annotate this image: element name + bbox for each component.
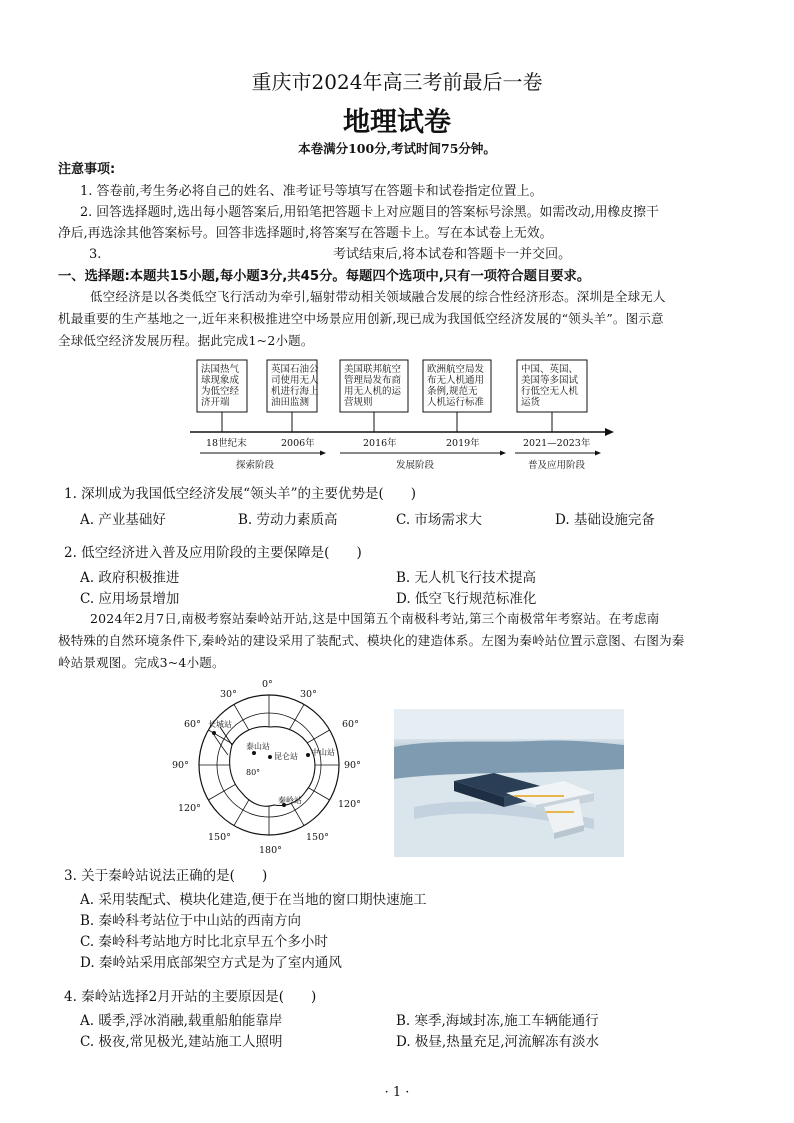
stage-2: 发展阶段 xyxy=(396,460,435,471)
q3-option-b[interactable]: B. 秦岭科考站位于中山站的西南方向 xyxy=(80,913,302,929)
lon-label-30w: 30° xyxy=(220,689,237,700)
station-label-taishan: 泰山站 xyxy=(246,742,270,751)
year-2: 2006年 xyxy=(281,438,315,449)
lon-label-0: 0° xyxy=(262,679,273,690)
exam-meta: 本卷满分100分,考试时间75分钟。 xyxy=(298,141,496,156)
lon-label-120w: 120° xyxy=(178,803,201,814)
notice-heading: 注意事项: xyxy=(58,162,116,177)
lon-label-150e: 150° xyxy=(306,832,329,843)
section-1-heading: 一、选择题:本题共15小题,每小题3分,共45分。每题四个选项中,只有一项符合题目要求。 xyxy=(58,269,591,284)
station-illustration xyxy=(394,709,624,857)
stage-1: 探索阶段 xyxy=(236,460,275,471)
lon-label-60e: 60° xyxy=(342,719,359,730)
subject-title: 地理试卷 xyxy=(343,107,451,138)
station-label-changcheng: 长城站 xyxy=(208,720,232,729)
station-dot-taishan xyxy=(252,751,256,755)
notice-item-2-line-2: 净后,再选涂其他答案标号。回答非选择题时,将答案写在答题卡上。写在本试卷上无效。 xyxy=(58,226,553,241)
passage-2-line-2: 极特殊的自然环境条件下,秦岭站的建设采用了装配式、模块化的建造体系。左图为秦岭站位置示意图、右图为秦 xyxy=(58,633,685,648)
passage-2-line-3: 岭站景观图。完成3~4小题。 xyxy=(58,655,225,670)
station-label-zhongshan: 中山站 xyxy=(311,748,335,757)
year-1: 18世纪末 xyxy=(206,438,247,449)
q1-option-a[interactable]: A. 产业基础好 xyxy=(80,512,166,528)
station-label-kunlun: 昆仑站 xyxy=(274,752,298,761)
lon-label-90e: 90° xyxy=(344,760,361,771)
q2-option-a[interactable]: A. 政府积极推进 xyxy=(80,570,180,586)
q4-option-a[interactable]: A. 暖季,浮冰消融,载重船舶能靠岸 xyxy=(80,1013,283,1029)
q2-stem: 2. 低空经济进入普及应用阶段的主要保障是( ) xyxy=(64,545,362,561)
station-dot-kunlun xyxy=(268,755,272,759)
q2-option-c[interactable]: C. 应用场景增加 xyxy=(80,591,180,607)
passage-1-line-3: 全球低空经济发展历程。据此完成1~2小题。 xyxy=(58,333,314,348)
lon-label-150w: 150° xyxy=(208,832,231,843)
q1-option-d[interactable]: D. 基础设施完备 xyxy=(555,512,655,528)
timeline-figure xyxy=(180,352,620,477)
notice-item-1: 1. 答卷前,考生务必将自己的姓名、准考证号等填写在答题卡和试卷指定位置上。 xyxy=(80,184,543,199)
lon-label-90w: 90° xyxy=(172,760,189,771)
q4-option-d[interactable]: D. 极昼,热量充足,河流解冻有淡水 xyxy=(396,1034,600,1050)
notice-item-3-number: 3. xyxy=(89,247,102,262)
q1-stem: 1. 深圳成为我国低空经济发展“领头羊”的主要优势是( ) xyxy=(64,486,417,502)
q3-stem: 3. 关于秦岭站说法正确的是( ) xyxy=(64,868,268,884)
q4-option-b[interactable]: B. 寒季,海域封冻,施工车辆能通行 xyxy=(396,1013,599,1029)
timeline-box-3-text: 美国联邦航空管理局发布商用无人机的运营规则 xyxy=(344,364,402,408)
stage-3: 普及应用阶段 xyxy=(528,460,586,471)
q3-option-d[interactable]: D. 秦岭站采用底部架空方式是为了室内通风 xyxy=(80,955,342,971)
station-label-qinling: 秦岭站 xyxy=(278,796,302,805)
q2-option-b[interactable]: B. 无人机飞行技术提高 xyxy=(396,570,537,586)
timeline-box-5-text: 中国、英国、美国等多国试行低空无人机运货 xyxy=(521,364,579,408)
lon-label-120e: 120° xyxy=(338,799,361,810)
lon-label-30e: 30° xyxy=(300,689,317,700)
antarctica-outline xyxy=(230,727,315,807)
passage-1-line-1: 低空经济是以各类低空飞行活动为牵引,辐射带动相关领域融合发展的综合性经济形态。深圳是全球无人 xyxy=(90,289,666,304)
notice-item-3-text: 考试结束后,将本试卷和答题卡一并交回。 xyxy=(333,247,572,262)
page-number: · 1 · xyxy=(384,1085,410,1100)
passage-1-line-2: 机最重要的生产基地之一,近年来积极推进空中场景应用创新,现已成为我国低空经济发展的“领头羊”。图示意 xyxy=(58,311,664,326)
lon-label-60w: 60° xyxy=(184,719,201,730)
year-3: 2016年 xyxy=(363,438,397,449)
notice-item-2-line-1: 2. 回答选择题时,选出每小题答案后,用铅笔把答题卡上对应题目的答案标号涂黑。如需改动,用橡皮擦干 xyxy=(80,205,659,220)
q1-option-b[interactable]: B. 劳动力素质高 xyxy=(238,512,338,528)
lon-label-180: 180° xyxy=(259,845,282,856)
q3-option-a[interactable]: A. 采用装配式、模块化建造,便于在当地的窗口期快速施工 xyxy=(80,892,427,908)
year-4: 2019年 xyxy=(446,438,480,449)
q1-option-c[interactable]: C. 市场需求大 xyxy=(396,512,482,528)
lat-label-80: 80° xyxy=(246,768,261,777)
timeline-box-2-text: 英国石油公司使用无人机进行海上油田监测 xyxy=(271,364,319,408)
timeline-box-1-text: 法国热气球现象成为低空经济开端 xyxy=(201,364,240,408)
passage-2-line-1: 2024年2月7日,南极考察站秦岭站开站,这是中国第五个南极科考站,第三个南极常年考察站。在考虑南 xyxy=(90,611,660,626)
q2-option-d[interactable]: D. 低空飞行规范标准化 xyxy=(396,591,537,607)
qinling-station-photo xyxy=(394,709,624,857)
q4-stem: 4. 秦岭站选择2月开站的主要原因是( ) xyxy=(64,989,317,1005)
antarctic-map xyxy=(170,675,370,860)
timeline-box-4-text: 欧洲航空局发布无人机通用条例,规范无人机运行标准 xyxy=(427,364,485,408)
q3-option-c[interactable]: C. 秦岭科考站地方时比北京早五个多小时 xyxy=(80,934,328,950)
station-dot-changcheng xyxy=(212,731,216,735)
station-dot-zhongshan xyxy=(306,753,310,757)
q4-option-c[interactable]: C. 极夜,常见极光,建站施工人照明 xyxy=(80,1034,283,1050)
exam-title: 重庆市2024年高三考前最后一卷 xyxy=(251,70,543,94)
year-5: 2021—2023年 xyxy=(523,438,591,449)
